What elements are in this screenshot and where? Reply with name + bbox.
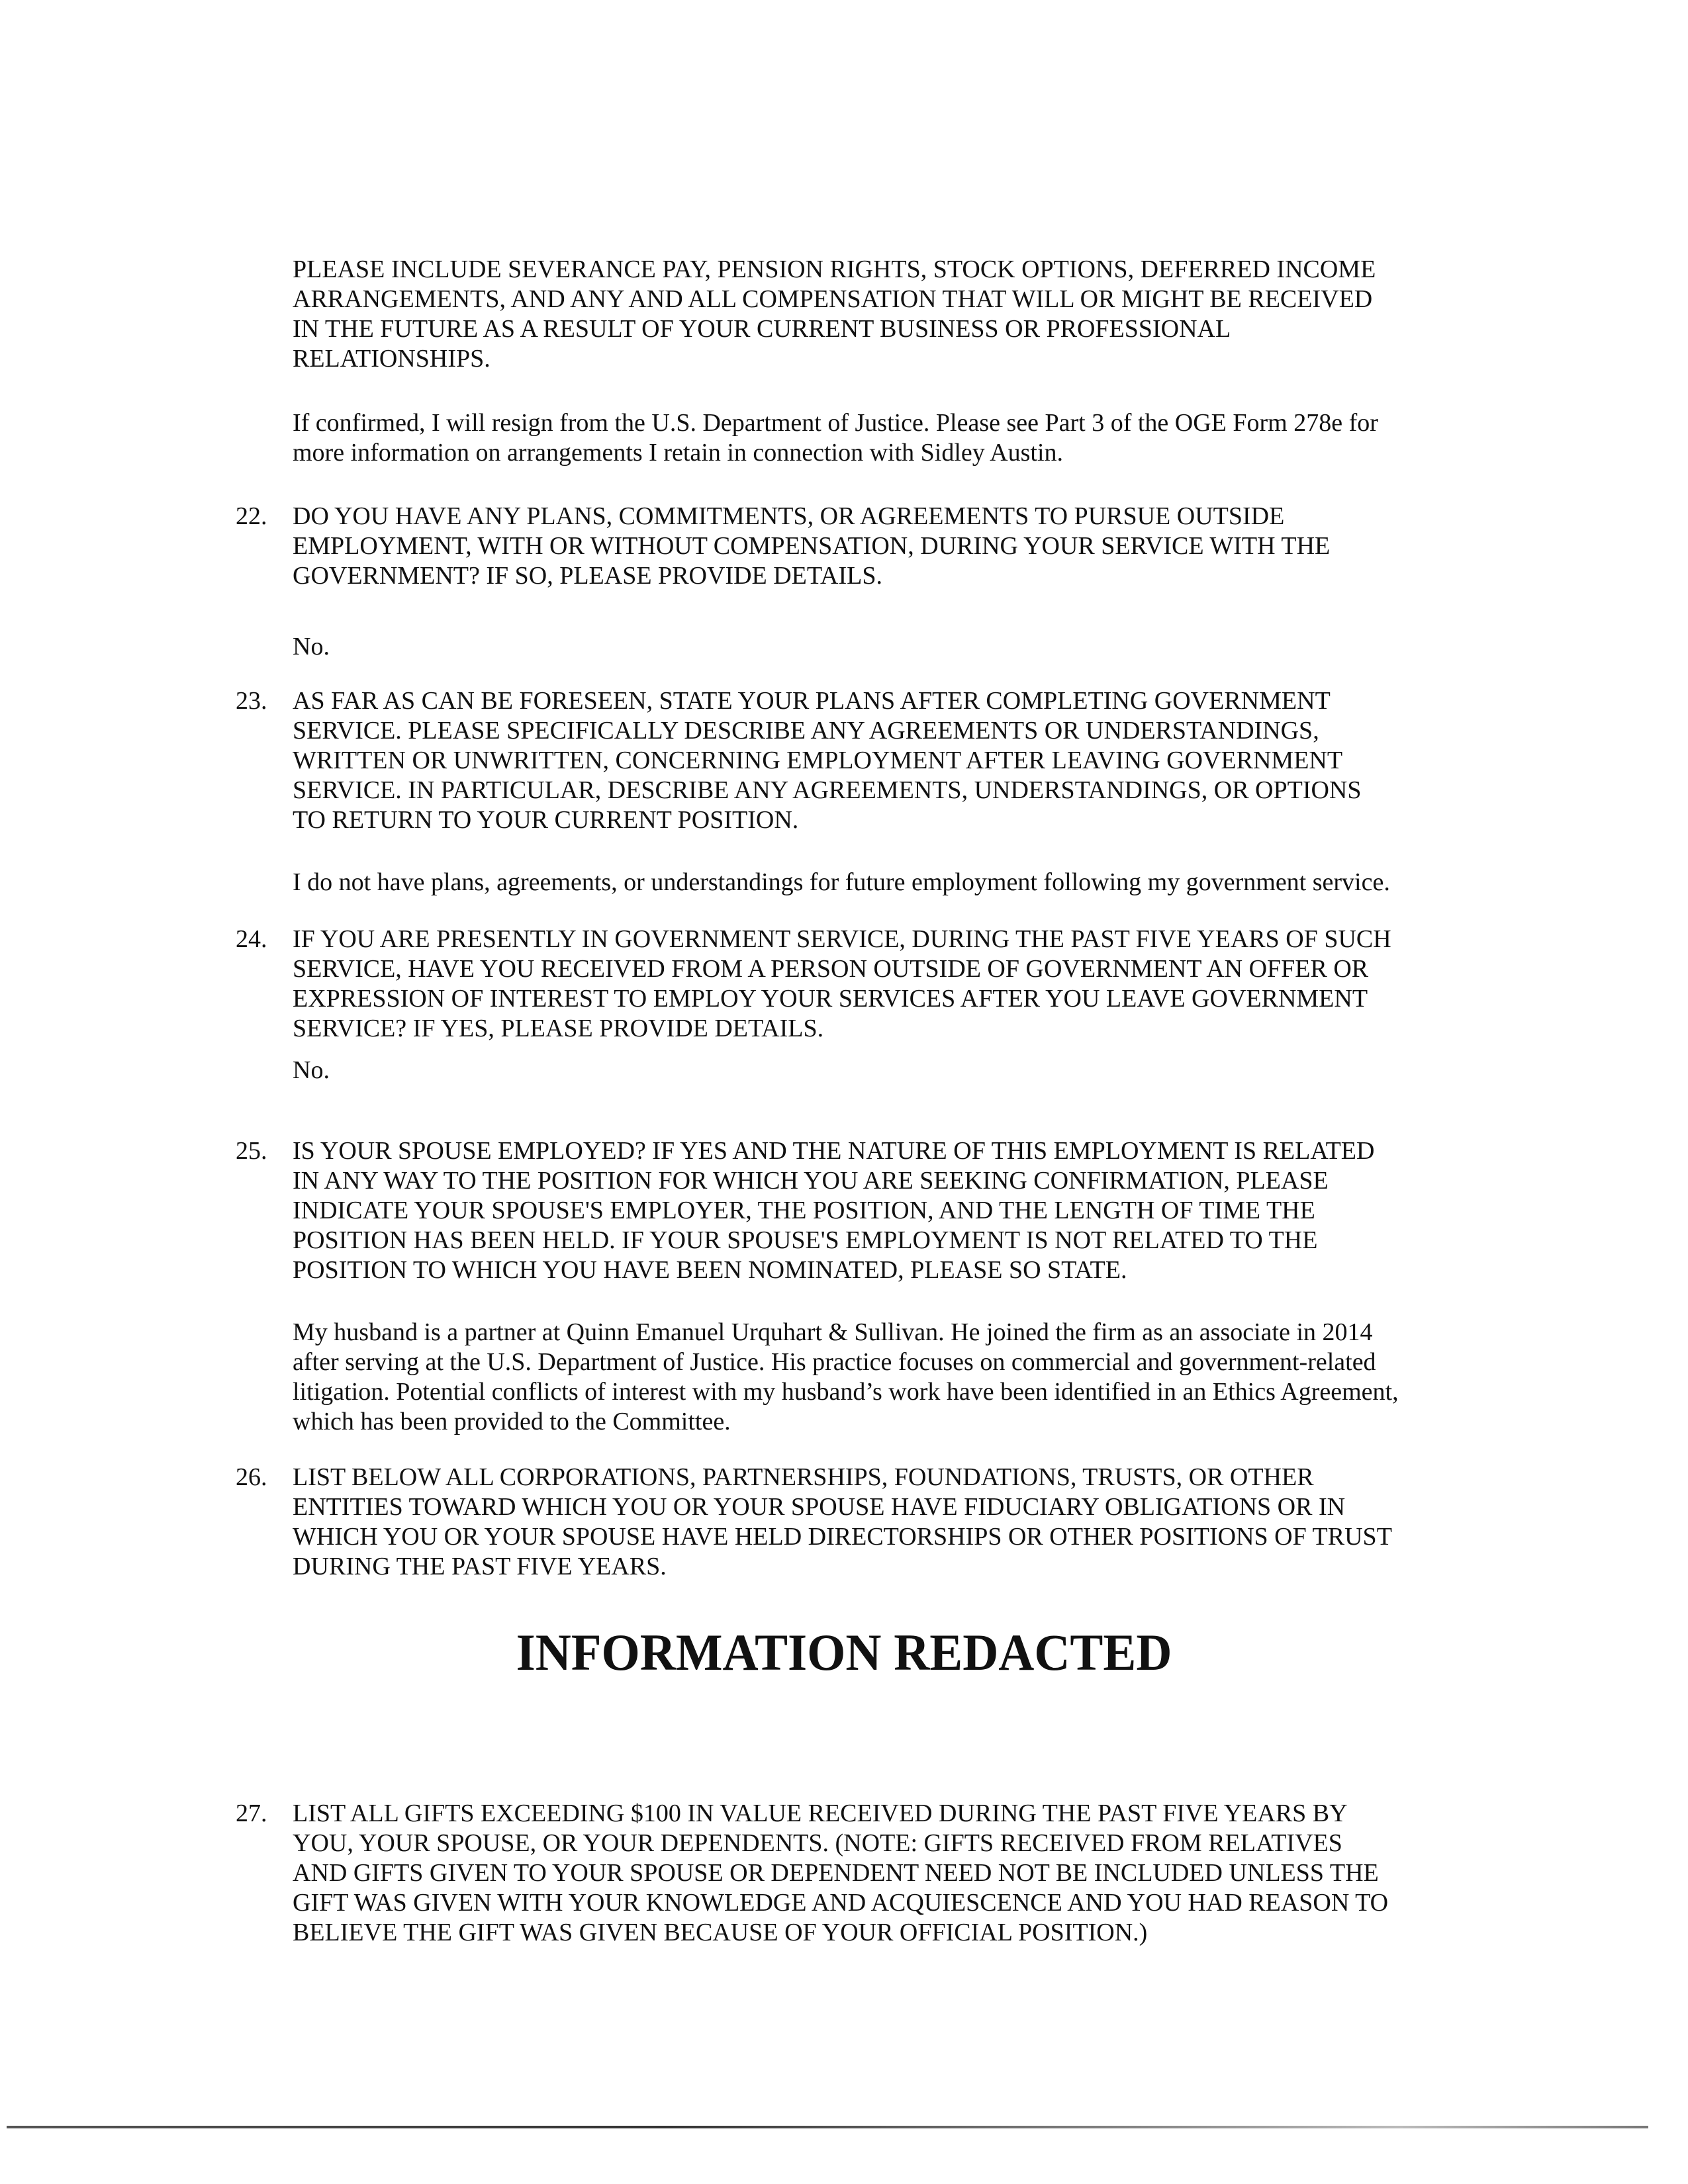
- answer-23: [293, 868, 1390, 897]
- text-line: POSITION TO WHICH YOU HAVE BEEN NOMINATED, PLEASE SO STATE.: [293, 1256, 1127, 1284]
- text-line: IF YOU ARE PRESENTLY IN GOVERNMENT SERVICE, DURING THE PAST FIVE YEARS OF SUCH: [293, 925, 1391, 953]
- text-line: AND GIFTS GIVEN TO YOUR SPOUSE OR DEPENDENT NEED NOT BE INCLUDED UNLESS THE: [293, 1859, 1379, 1887]
- text-line: IN ANY WAY TO THE POSITION FOR WHICH YOU ARE SEEKING CONFIRMATION, PLEASE: [293, 1167, 1329, 1195]
- text-line: IN THE FUTURE AS A RESULT OF YOUR CURRENT BUSINESS OR PROFESSIONAL: [293, 315, 1231, 343]
- text-line: No.: [293, 1056, 330, 1084]
- text-line: LIST BELOW ALL CORPORATIONS, PARTNERSHIPS, FOUNDATIONS, TRUSTS, OR OTHER: [293, 1463, 1314, 1491]
- text-line: IS YOUR SPOUSE EMPLOYED? IF YES AND THE NATURE OF THIS EMPLOYMENT IS RELATED: [293, 1137, 1375, 1165]
- text-line: ENTITIES TOWARD WHICH YOU OR YOUR SPOUSE HAVE FIDUCIARY OBLIGATIONS OR IN: [293, 1493, 1346, 1521]
- text-line: AS FAR AS CAN BE FORESEEN, STATE YOUR PLANS AFTER COMPLETING GOVERNMENT: [293, 687, 1331, 715]
- text-line: SERVICE. IN PARTICULAR, DESCRIBE ANY AGREEMENTS, UNDERSTANDINGS, OR OPTIONS: [293, 776, 1362, 804]
- redacted-notice: INFORMATION REDACTED: [516, 1623, 1172, 1681]
- question-25: [236, 1136, 1375, 1285]
- question-number: 27.: [236, 1799, 267, 1827]
- text-line: RELATIONSHIPS.: [293, 345, 491, 373]
- bottom-divider: [7, 2126, 1648, 2128]
- question-23: [236, 686, 1362, 835]
- text-line: No.: [293, 633, 330, 660]
- text-line: GOVERNMENT? IF SO, PLEASE PROVIDE DETAILS.: [293, 562, 882, 590]
- answer-22: [293, 632, 330, 662]
- text-line: WRITTEN OR UNWRITTEN, CONCERNING EMPLOYMENT AFTER LEAVING GOVERNMENT: [293, 747, 1343, 774]
- text-line: POSITION HAS BEEN HELD. IF YOUR SPOUSE'S EMPLOYMENT IS NOT RELATED TO THE: [293, 1226, 1318, 1254]
- text-line: My husband is a partner at Quinn Emanuel Urquhart & Sullivan. He joined the firm as an associate in 2014: [293, 1318, 1373, 1346]
- text-line: TO RETURN TO YOUR CURRENT POSITION.: [293, 806, 799, 834]
- intro-answer: [293, 408, 1378, 468]
- text-line: more information on arrangements I retain in connection with Sidley Austin.: [293, 439, 1064, 467]
- text-line: GIFT WAS GIVEN WITH YOUR KNOWLEDGE AND ACQUIESCENCE AND YOU HAD REASON TO: [293, 1889, 1389, 1917]
- text-line: LIST ALL GIFTS EXCEEDING $100 IN VALUE RECEIVED DURING THE PAST FIVE YEARS BY: [293, 1799, 1348, 1827]
- text-line: SERVICE. PLEASE SPECIFICALLY DESCRIBE ANY AGREEMENTS OR UNDERSTANDINGS,: [293, 717, 1319, 745]
- question-26: [236, 1463, 1392, 1582]
- text-line: PLEASE INCLUDE SEVERANCE PAY, PENSION RIGHTS, STOCK OPTIONS, DEFERRED INCOME: [293, 255, 1376, 283]
- text-line: WHICH YOU OR YOUR SPOUSE HAVE HELD DIRECTORSHIPS OR OTHER POSITIONS OF TRUST: [293, 1523, 1392, 1551]
- text-line: ARRANGEMENTS, AND ANY AND ALL COMPENSATION THAT WILL OR MIGHT BE RECEIVED: [293, 285, 1373, 313]
- question-number: 25.: [236, 1137, 267, 1165]
- text-line: SERVICE, HAVE YOU RECEIVED FROM A PERSON OUTSIDE OF GOVERNMENT AN OFFER OR: [293, 955, 1369, 983]
- question-number: 22.: [236, 502, 267, 530]
- answer-25: [293, 1318, 1399, 1437]
- text-line: SERVICE? IF YES, PLEASE PROVIDE DETAILS.: [293, 1015, 824, 1042]
- answer-24: [293, 1056, 330, 1085]
- text-line: If confirmed, I will resign from the U.S. Department of Justice. Please see Part 3 of the OGE Form 278e for: [293, 409, 1378, 437]
- question-27: [236, 1799, 1389, 1948]
- text-line: litigation. Potential conflicts of interest with my husband’s work have been identified in an Ethics Agreement,: [293, 1378, 1399, 1406]
- question-number: 26.: [236, 1463, 267, 1491]
- text-line: I do not have plans, agreements, or understandings for future employment following my government service.: [293, 868, 1390, 896]
- text-line: EXPRESSION OF INTEREST TO EMPLOY YOUR SERVICES AFTER YOU LEAVE GOVERNMENT: [293, 985, 1368, 1013]
- text-line: BELIEVE THE GIFT WAS GIVEN BECAUSE OF YOUR OFFICIAL POSITION.): [293, 1919, 1148, 1946]
- text-line: YOU, YOUR SPOUSE, OR YOUR DEPENDENTS. (NOTE: GIFTS RECEIVED FROM RELATIVES: [293, 1829, 1342, 1857]
- intro-instructions: [293, 255, 1376, 374]
- text-line: INDICATE YOUR SPOUSE'S EMPLOYER, THE POSITION, AND THE LENGTH OF TIME THE: [293, 1197, 1315, 1224]
- text-line: EMPLOYMENT, WITH OR WITHOUT COMPENSATION, DURING YOUR SERVICE WITH THE: [293, 532, 1331, 560]
- question-number: 23.: [236, 687, 267, 715]
- text-line: which has been provided to the Committee.: [293, 1408, 731, 1435]
- question-number: 24.: [236, 925, 267, 953]
- question-24: [236, 925, 1391, 1044]
- text-line: DO YOU HAVE ANY PLANS, COMMITMENTS, OR AGREEMENTS TO PURSUE OUTSIDE: [293, 502, 1285, 530]
- text-line: after serving at the U.S. Department of Justice. His practice focuses on commercial and government-related: [293, 1348, 1376, 1376]
- text-line: DURING THE PAST FIVE YEARS.: [293, 1553, 667, 1580]
- question-22: [236, 502, 1331, 591]
